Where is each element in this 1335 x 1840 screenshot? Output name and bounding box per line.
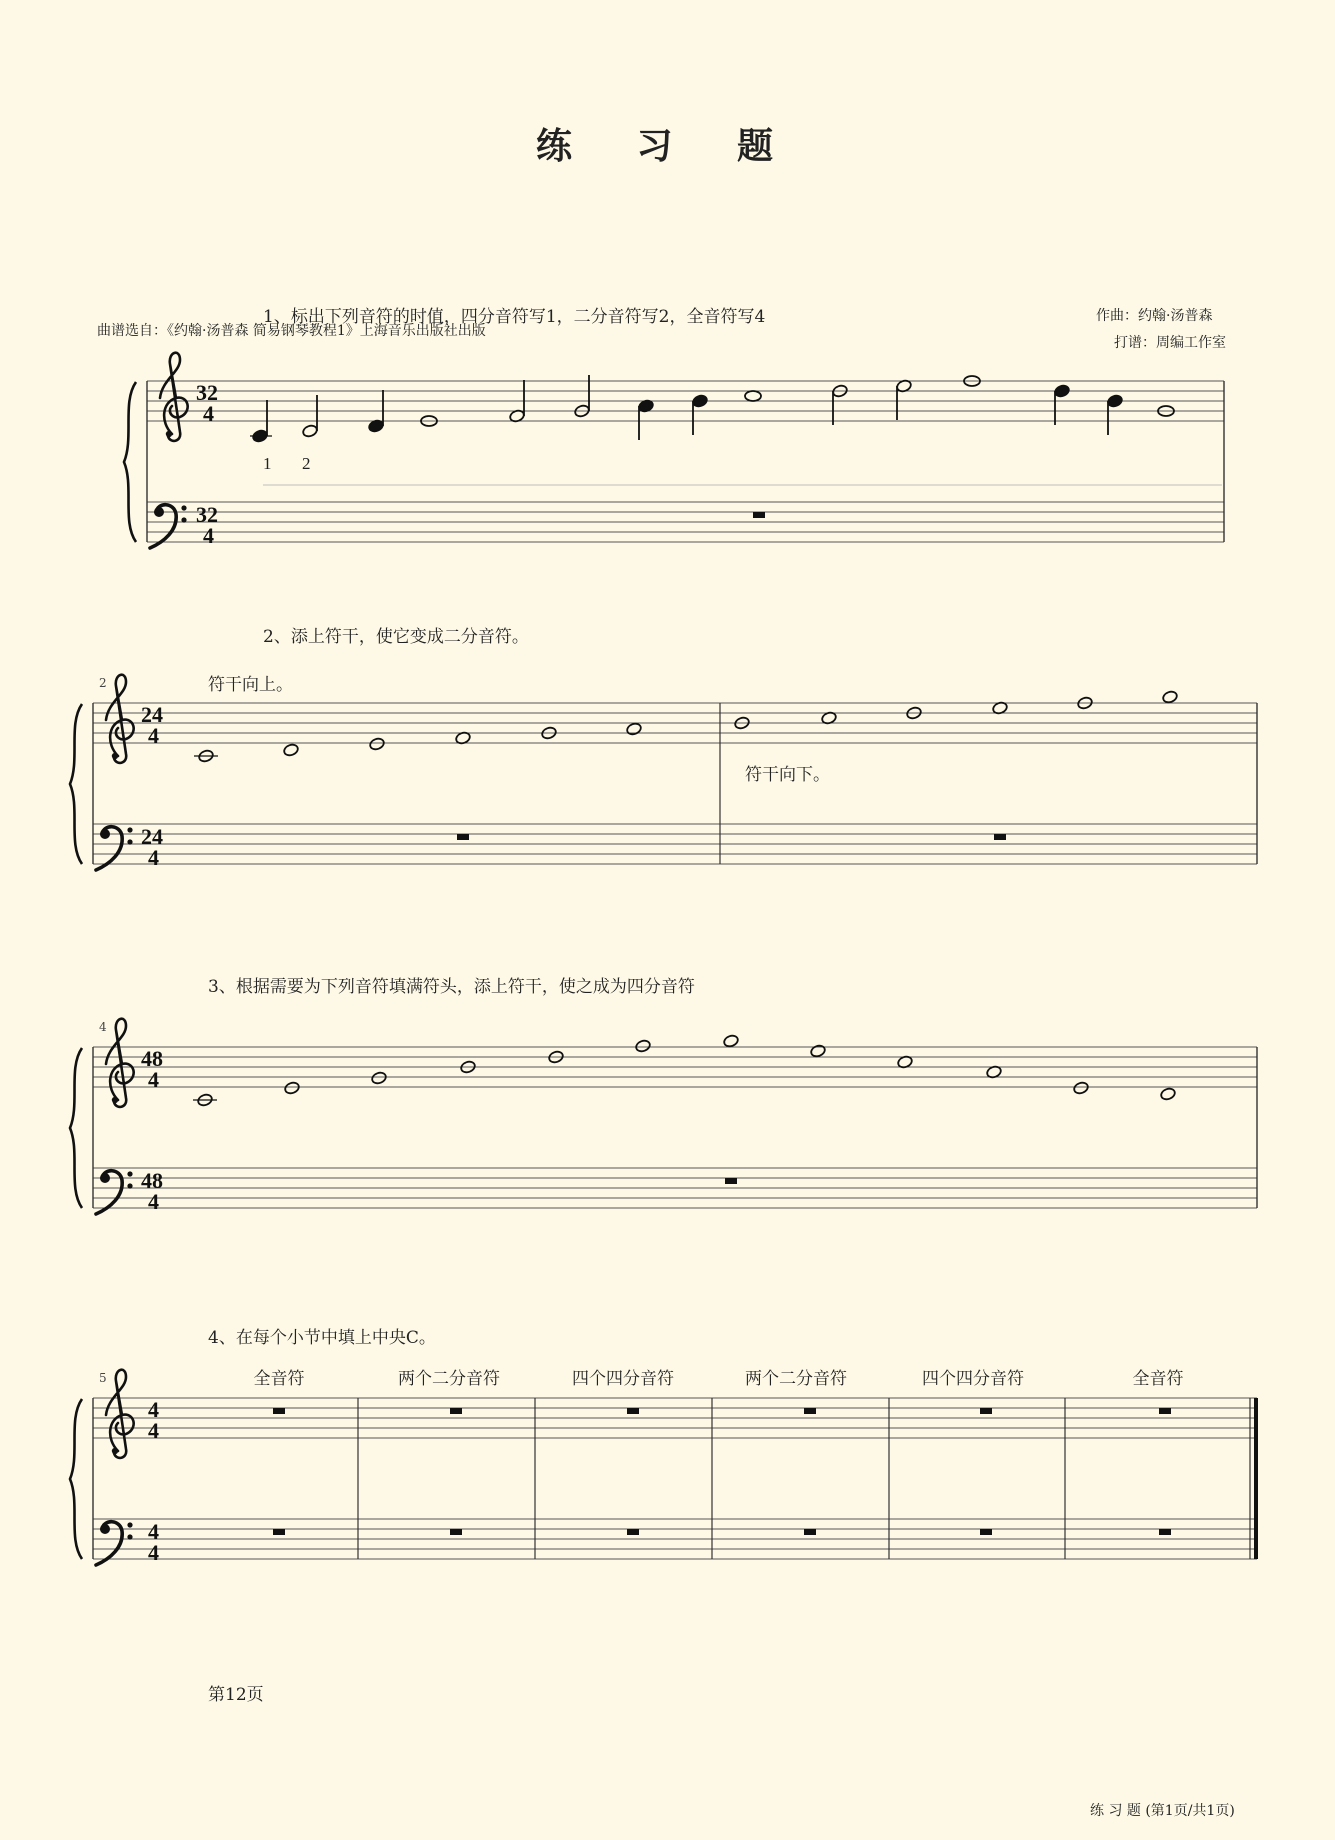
exercise-2-instruction: 2、添上符干，使它变成二分音符。 <box>263 627 529 647</box>
ts-top-3b: 48 <box>141 1168 163 1193</box>
measure-number-5: 5 <box>99 1371 107 1385</box>
ts-bottom-1b: 4 <box>203 523 214 548</box>
ts-bottom-1: 4 <box>203 401 214 426</box>
page-number: 第12页 <box>208 1685 264 1705</box>
system-2 <box>70 675 1257 870</box>
measure-label-6: 全音符 <box>1132 1369 1184 1389</box>
measure-label-1: 全音符 <box>253 1369 305 1389</box>
notes-3 <box>193 1034 1176 1107</box>
ts-bottom-3b: 4 <box>148 1189 159 1214</box>
measure-label-5: 四个四分音符 <box>922 1369 1024 1389</box>
ts-top-4b: 4 <box>148 1519 159 1544</box>
treble-clef-2 <box>106 675 134 763</box>
footer: 练 习 题 (第1页/共1页) <box>1090 1803 1235 1819</box>
rests-4 <box>273 1408 1171 1535</box>
rest-3 <box>725 1178 737 1184</box>
ts-top-1b: 32 <box>196 502 218 527</box>
treble-staff-3 <box>93 1047 1257 1087</box>
ts-bottom-4b: 4 <box>148 1540 159 1565</box>
composer-credit: 作曲：约翰·汤普森 <box>1096 308 1213 324</box>
bass-staff-2 <box>93 824 1257 864</box>
stem-up-label: 符干向上。 <box>208 675 293 695</box>
brace-4 <box>70 1399 82 1559</box>
answer-1: 1 <box>263 454 272 473</box>
measure-number-4: 4 <box>99 1020 107 1034</box>
system-4 <box>70 1369 1258 1565</box>
measure-label-2: 两个二分音符 <box>398 1369 500 1389</box>
stem-down-label: 符干向下。 <box>745 765 830 785</box>
page-title: 练 习 题 <box>535 125 800 167</box>
bass-staff-1 <box>147 502 1224 542</box>
bass-staff-4 <box>93 1519 1257 1559</box>
ts-bottom-2b: 4 <box>148 845 159 870</box>
engraver-credit: 打谱：周编工作室 <box>1114 335 1226 351</box>
answer-2: 2 <box>302 454 311 473</box>
treble-clef-3 <box>106 1019 134 1107</box>
measure-number-2: 2 <box>99 676 107 690</box>
system-1 <box>124 353 1224 548</box>
rest-2b <box>994 834 1006 840</box>
rest-1 <box>753 512 765 518</box>
treble-clef-4 <box>106 1370 134 1458</box>
ts-top-2b: 24 <box>141 824 163 849</box>
source-credit: 曲谱选自：《约翰·汤普森 简易钢琴教程1》上海音乐出版社出版 <box>97 323 486 339</box>
measure-label-4: 两个二分音符 <box>745 1369 847 1389</box>
brace-3 <box>70 1048 82 1208</box>
bass-staff-3 <box>93 1168 1257 1208</box>
ts-top-3: 48 <box>141 1046 163 1071</box>
notes-2 <box>194 690 1178 763</box>
exercise-3-instruction: 3、根据需要为下列音符填满符头，添上符干，使之成为四分音符 <box>208 977 695 997</box>
treble-staff-4 <box>93 1398 1257 1438</box>
exercise-4-instruction: 4、在每个小节中填上中央C。 <box>208 1328 436 1348</box>
ts-bottom-4: 4 <box>148 1418 159 1443</box>
treble-clef-1 <box>160 353 188 441</box>
notes-1 <box>250 375 1174 443</box>
exercise-1-instruction: 1、标出下列音符的时值，四分音符写1，二分音符写2，全音符写4 <box>263 307 766 327</box>
ts-top-2: 24 <box>141 702 163 727</box>
ts-bottom-3: 4 <box>148 1067 159 1092</box>
ts-bottom-2: 4 <box>148 723 159 748</box>
brace-1 <box>124 382 136 542</box>
ts-top-4: 4 <box>148 1397 159 1422</box>
brace-2 <box>70 704 82 864</box>
measure-label-3: 四个四分音符 <box>572 1369 674 1389</box>
rest-2a <box>457 834 469 840</box>
system-3 <box>70 1019 1257 1214</box>
ts-top-1: 32 <box>196 380 218 405</box>
